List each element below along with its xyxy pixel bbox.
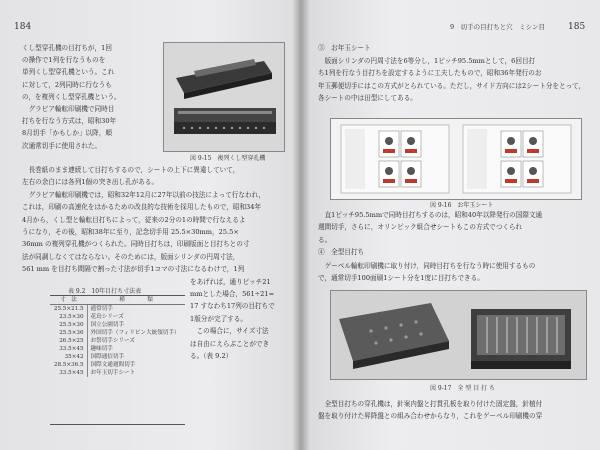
table-cell-size: 35×42 bbox=[50, 353, 87, 361]
table-cell-size: 25.5×30 bbox=[50, 321, 87, 329]
running-header: 9 切手の目打ちと穴 ミシン目 bbox=[450, 23, 545, 31]
text-line: 長巻紙のまま連続して目打ちするので，シートの上下に異違していて， bbox=[22, 166, 240, 174]
table-header-type: 種 類 bbox=[87, 296, 185, 305]
table-cell-size: 23.5×30 bbox=[50, 313, 87, 321]
stamp-sheet-illustration bbox=[331, 119, 581, 199]
text-line: の操作で1列を行なうものを bbox=[22, 56, 106, 65]
table-cell-size: 33.5×45 bbox=[50, 345, 87, 353]
table-row bbox=[50, 337, 185, 345]
text-line: 単列くし型穿孔機という。これ bbox=[22, 68, 115, 77]
sheet-right bbox=[463, 125, 571, 193]
text-line: 561 mm を目打ち間隔で割った寸法が切手1コマの寸法になるわけで，1列 bbox=[22, 265, 245, 274]
table-cell-size: 33.5×45 bbox=[50, 369, 87, 377]
text-line: で，通常切手100面刷1シート分を1度に目打ちできる。 bbox=[318, 274, 484, 283]
page-number-left: 184 bbox=[14, 22, 32, 32]
figure-caption-9-16: 図 9-16 お年玉シート bbox=[430, 202, 494, 209]
table-cell-type: 国際文通週間切手 bbox=[90, 362, 136, 368]
text-line: 法が同調しなくてはならない。そのためには，版面シリンダの円周寸法， bbox=[22, 252, 240, 261]
text-line: ゲーベル輪転印刷機に取り付け，同時目打ちを行なう時に使用するもの bbox=[318, 262, 536, 270]
book-gutter bbox=[292, 0, 310, 450]
table-row bbox=[50, 321, 185, 329]
table-cell-type: 通常切手 bbox=[90, 306, 113, 312]
text-line: 4月から，くし型と輪転目打ちによって，従来の2分の1の時間で行なえるよ bbox=[22, 215, 246, 224]
table-cell-type: 花鳥シリーズ bbox=[90, 314, 124, 320]
sheet-left bbox=[341, 125, 449, 193]
text-line: 版面シリンダの円周寸法を6等分し，1ピッチ95.5mmとして，6回目打 bbox=[318, 57, 536, 65]
table-caption: 表 9.2 10年目打ち寸法表 bbox=[68, 288, 142, 295]
text-line: 左右の余白には各列1個の突き出し孔がある。 bbox=[22, 178, 159, 187]
table-cell-type: お祭切手シリーズ bbox=[90, 338, 135, 344]
right-page bbox=[300, 0, 600, 450]
text-line: る。（表 9.2） bbox=[190, 352, 233, 360]
text-line: くし型穿孔機の目打ちが，1回 bbox=[22, 44, 112, 52]
text-line: ち1列を行なう目打ちを設定するように工夫したもので，昭和36年発行のお bbox=[318, 69, 542, 78]
table-row bbox=[50, 305, 185, 314]
text-line: の，を複列くし型穿孔機という。 bbox=[22, 92, 121, 101]
text-line: 1版分が完了する。 bbox=[190, 314, 247, 323]
table-row bbox=[50, 353, 185, 361]
figure-caption-9-17: 図 9-17 全 型 目 打 ち bbox=[430, 385, 496, 392]
text-line: グラビア輪転印刷機で同時目 bbox=[22, 105, 115, 113]
new-year-sheet-photo bbox=[330, 118, 582, 200]
text-line: 次通常切手に使用された。 bbox=[22, 141, 102, 150]
text-line: 盤を取り付けた昇降盤との組み合わせからなり，これをゲーベル印刷機の穿 bbox=[318, 412, 543, 421]
table-cell-type: 外国切手（フィリピン大統領切手） bbox=[90, 330, 180, 336]
table-row bbox=[50, 361, 185, 369]
text-line: 年玉郵便切手にはこの方式がとられている。ただし，サイド方向には2シート分をとって， bbox=[318, 81, 586, 90]
text-line: うになり，その後，昭和38年に至り，記念切手用 25.5×30mm，25.5× bbox=[22, 228, 239, 236]
perforator-illustration bbox=[164, 43, 284, 151]
perforator-photo bbox=[163, 42, 285, 152]
text-line: 週間切手，さらに，オリンピック組合せシートもこの方式でつくられ bbox=[318, 223, 523, 232]
text-line: 打ちを行なう方式は，昭和30年 bbox=[22, 117, 117, 126]
table-cell-size: 28.5×36.5 bbox=[50, 361, 87, 369]
table-row bbox=[50, 329, 185, 337]
text-line: 17 すなわち17列の目打ちで bbox=[190, 302, 275, 311]
text-line: る。 bbox=[318, 235, 332, 244]
page-number-right: 185 bbox=[568, 22, 586, 32]
table-cell-size: 25.5×21.5 bbox=[50, 305, 87, 314]
table-row bbox=[50, 345, 185, 353]
table-row bbox=[50, 313, 185, 321]
full-perforator-illustration bbox=[331, 291, 586, 379]
table-cell-type: お年玉切手シート bbox=[90, 370, 136, 376]
table-cell-type: 国際通信切手 bbox=[90, 354, 125, 360]
text-line: グラビア輪転印刷機では，昭和32年12月に27年以前の技法によって行なわれ， bbox=[22, 190, 266, 199]
text-line: この場合に，サイズ寸法 bbox=[190, 327, 269, 336]
text-line: をあげれば，通りピッチ21 bbox=[190, 277, 271, 286]
text-line: 全型目打ちの穿孔機は，針案内盤と打貫孔板を取り付けた固定盤，針植付 bbox=[318, 400, 543, 408]
table-cell-size: 26.5×25 bbox=[50, 337, 87, 345]
table-cell-type: 趣味切手 bbox=[90, 346, 113, 352]
table-cell-type: 国立公園切手 bbox=[90, 322, 125, 328]
text-line: mmとした場合，561÷21= bbox=[190, 290, 275, 298]
text-line: は自由にえらぶことができ bbox=[190, 339, 270, 348]
table-row bbox=[50, 369, 185, 377]
section-heading-otoshidama: ③ お年玉シート bbox=[318, 44, 371, 52]
text-line: 直1ピッチ95.5mmで同時目打ちするのは，昭和40年以降発行の国際文通 bbox=[318, 211, 543, 219]
size-table bbox=[50, 295, 185, 425]
full-perforator-photo bbox=[330, 290, 587, 380]
table-header-size: 寸 法 bbox=[50, 296, 87, 305]
text-line: に対して，2列同時に行なうも bbox=[22, 80, 112, 89]
text-line: 36mm の複列穿孔機がつくられた。同時目打ちは，印刷版面と目打ちとの寸 bbox=[22, 240, 250, 249]
section-heading-full-perforation: ④ 全型目打ち bbox=[318, 248, 365, 256]
text-line: これは，印刷の高速化をはかるための改良的な技術を採用したもので，昭和34年 bbox=[22, 203, 262, 212]
text-line: 各シートの中は田型にしてある。 bbox=[318, 94, 417, 103]
table-header-row bbox=[50, 296, 185, 305]
table-cell-size: 25.5×36 bbox=[50, 329, 87, 337]
text-line: 8月切手「かもしか」以降，順 bbox=[22, 129, 112, 138]
size-table-grid bbox=[50, 296, 185, 377]
figure-caption-9-15: 図 9-15 複列くし型穿孔機 bbox=[190, 155, 266, 162]
